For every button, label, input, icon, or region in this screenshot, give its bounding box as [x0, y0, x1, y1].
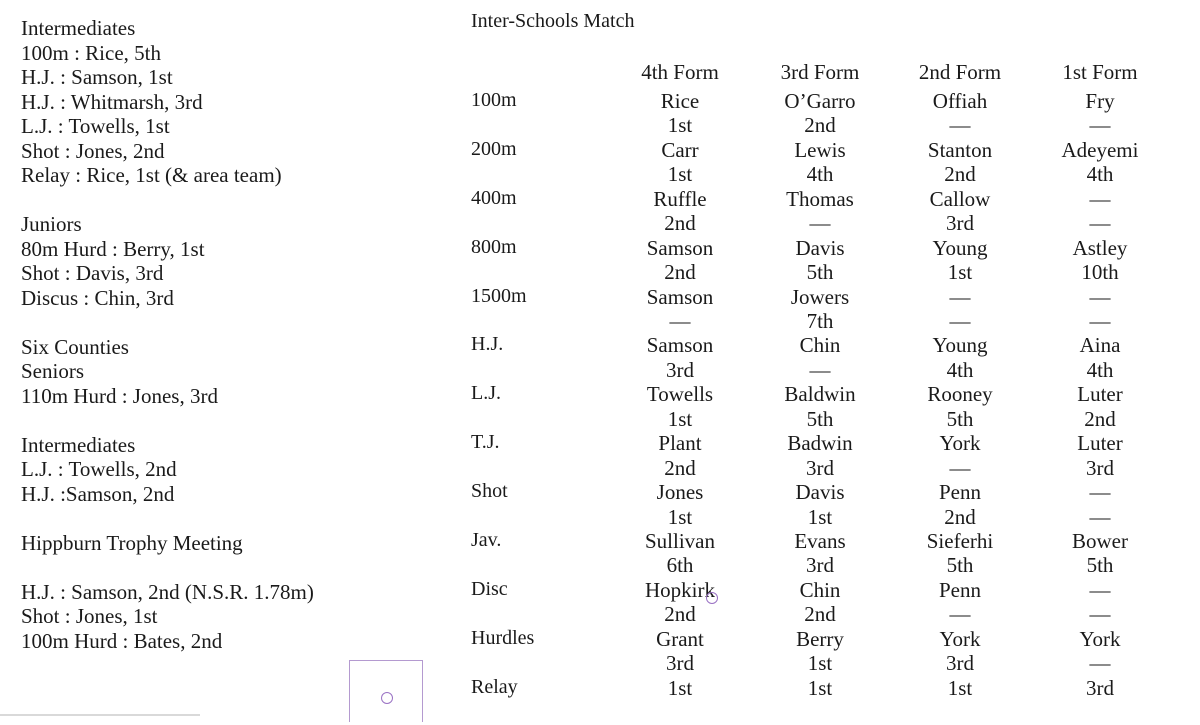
athlete-name: Offiah	[932, 89, 988, 113]
event-name: Disc	[471, 577, 508, 600]
athlete-name: 1st	[807, 675, 833, 700]
event-name: 200m	[471, 137, 517, 160]
placing: —	[1089, 308, 1111, 333]
placing: 3rd	[666, 651, 694, 676]
result-line: Discus : Chin, 3rd	[21, 285, 174, 310]
placing: —	[949, 113, 971, 138]
event-name: Relay	[471, 675, 518, 698]
placing: —	[809, 357, 831, 382]
match-results-table	[0, 89, 1200, 725]
placing: —	[949, 602, 971, 627]
athlete-name: Stanton	[927, 137, 993, 162]
result-cell-1st-form	[1030, 529, 1170, 578]
placing: 1st	[667, 504, 693, 529]
result-cell-2nd-form	[890, 138, 1030, 187]
event-row	[0, 89, 1200, 138]
athlete-name: Sieferhi	[926, 529, 994, 554]
result-line: 100m : Rice, 5th	[21, 40, 161, 65]
placing: 3rd	[946, 211, 974, 236]
athlete-name: Rice	[660, 89, 700, 113]
event-row	[0, 627, 1200, 676]
result-line: L.J. : Towells, 1st	[21, 114, 170, 138]
result-cell-3rd-form	[750, 236, 890, 285]
athlete-name: Samson	[646, 235, 714, 260]
scan-smudge	[0, 714, 200, 716]
result-cell-2nd-form	[890, 89, 1030, 138]
result-line: H.J. : Samson, 1st	[21, 65, 173, 89]
result-cell-2nd-form	[890, 529, 1030, 578]
placing: 2nd	[1084, 406, 1116, 431]
athlete-name: Carr	[661, 137, 699, 162]
placing: 1st	[807, 504, 833, 529]
athlete-name: Jones	[656, 480, 704, 505]
result-line: 110m Hurd : Jones, 3rd	[21, 383, 218, 408]
athlete-name: O’Garro	[784, 89, 856, 113]
match-title: Inter-Schools Match	[471, 10, 635, 32]
placing: —	[809, 211, 831, 236]
athlete-name: Bower	[1072, 529, 1128, 554]
athlete-name: Aina	[1079, 333, 1121, 358]
result-line: 100m Hurd : Bates, 2nd	[21, 628, 223, 653]
athlete-name: York	[939, 431, 981, 456]
athlete-name: Luter	[1077, 431, 1123, 456]
result-cell-1st-form	[1030, 187, 1170, 236]
result-cell-1st-form	[1030, 285, 1170, 334]
placing: 7th	[806, 308, 834, 333]
athlete-name: Samson	[646, 333, 714, 358]
result-cell-1st-form	[1030, 382, 1170, 431]
athlete-name: Penn	[939, 577, 981, 602]
athlete-name: Towells	[646, 382, 714, 407]
result-cell-4th-form	[610, 529, 750, 578]
scan-mark-box	[349, 660, 423, 722]
athlete-name: Badwin	[787, 431, 853, 456]
placing: 10th	[1081, 260, 1119, 285]
athlete-name: Plant	[658, 431, 702, 456]
placing: 2nd	[664, 211, 696, 236]
result-cell-4th-form	[610, 480, 750, 529]
placing: 5th	[806, 260, 834, 285]
athlete-name: Chin	[799, 577, 841, 602]
athlete-name: 3rd	[1086, 675, 1114, 700]
result-cell-4th-form	[610, 89, 750, 138]
section-heading: Intermediates	[21, 16, 136, 40]
athlete-name: Chin	[799, 333, 841, 358]
result-cell-4th-form	[610, 138, 750, 187]
placing: 1st	[807, 651, 833, 676]
result-line: H.J. :Samson, 2nd	[21, 481, 175, 506]
placing: 3rd	[1086, 455, 1114, 480]
athlete-name: —	[1089, 480, 1111, 505]
athlete-name: Young	[932, 235, 988, 260]
result-cell-4th-form	[610, 333, 750, 382]
athlete-name: York	[939, 626, 981, 651]
placing: 2nd	[944, 162, 976, 187]
event-row	[0, 382, 1200, 431]
athlete-name: Thomas	[786, 186, 854, 211]
placing: 4th	[946, 357, 974, 382]
athlete-name: Callow	[929, 186, 991, 211]
event-name: Hurdles	[471, 626, 535, 649]
result-line: H.J. : Samson, 2nd (N.S.R. 1.78m)	[21, 579, 314, 604]
placing: 5th	[806, 406, 834, 431]
athlete-name: Davis	[795, 235, 845, 260]
result-cell-3rd-form	[750, 187, 890, 236]
athlete-name: 1st	[947, 675, 973, 700]
placing: 3rd	[806, 553, 834, 578]
section-subheading: Seniors	[21, 359, 84, 383]
result-cell-2nd-form	[890, 676, 1030, 700]
event-name: 1500m	[471, 284, 527, 307]
placing: 6th	[666, 553, 694, 578]
event-row	[0, 236, 1200, 285]
event-row	[0, 187, 1200, 236]
placing: —	[1089, 113, 1111, 138]
result-line: L.J. : Towells, 2nd	[21, 457, 177, 481]
placing: 4th	[806, 162, 834, 187]
result-cell-4th-form	[610, 382, 750, 431]
section-heading: Juniors	[21, 212, 82, 236]
athlete-name: Luter	[1077, 382, 1123, 407]
placing: —	[1089, 504, 1111, 529]
placing: 2nd	[664, 260, 696, 285]
result-cell-2nd-form	[890, 187, 1030, 236]
placing: —	[1089, 602, 1111, 627]
result-line: 80m Hurd : Berry, 1st	[21, 236, 205, 261]
athlete-name: —	[1089, 284, 1111, 309]
placing: —	[949, 455, 971, 480]
athlete-name: 1st	[667, 675, 693, 700]
placing: 2nd	[944, 504, 976, 529]
result-cell-4th-form	[610, 187, 750, 236]
result-line: Shot : Davis, 3rd	[21, 261, 164, 285]
athlete-name: Davis	[795, 480, 845, 505]
placing: 1st	[667, 113, 693, 138]
result-line: Shot : Jones, 1st	[21, 604, 158, 628]
placing: 1st	[667, 406, 693, 431]
result-cell-1st-form	[1030, 480, 1170, 529]
section-heading: Intermediates	[21, 432, 136, 457]
event-row	[0, 578, 1200, 627]
result-cell-2nd-form	[890, 382, 1030, 431]
athlete-name: —	[949, 284, 971, 309]
result-cell-3rd-form	[750, 285, 890, 334]
event-row	[0, 431, 1200, 480]
placing: 2nd	[664, 602, 696, 627]
result-cell-2nd-form	[890, 578, 1030, 627]
scan-mark-circle	[706, 592, 718, 604]
column-header-2nd-form: 2nd Form	[918, 60, 1002, 84]
section-heading: Hippburn Trophy Meeting	[21, 530, 243, 555]
result-cell-1st-form	[1030, 431, 1170, 480]
athlete-name: —	[1089, 577, 1111, 602]
athlete-name: York	[1079, 626, 1121, 651]
result-line: Shot : Jones, 2nd	[21, 138, 165, 163]
event-name: Shot	[471, 480, 508, 503]
athlete-name: Young	[932, 333, 988, 358]
result-line: Relay : Rice, 1st (& area team)	[21, 163, 282, 187]
result-cell-3rd-form	[750, 382, 890, 431]
result-cell-4th-form	[610, 431, 750, 480]
form-column-headers	[0, 60, 1200, 86]
athlete-name: Lewis	[794, 137, 846, 162]
result-cell-1st-form	[1030, 676, 1170, 700]
result-cell-1st-form	[1030, 236, 1170, 285]
column-header-4th-form: 4th Form	[641, 60, 719, 84]
result-cell-3rd-form	[750, 578, 890, 627]
placing: 3rd	[806, 455, 834, 480]
event-name: 400m	[471, 186, 517, 209]
result-cell-3rd-form	[750, 89, 890, 138]
placing: 3rd	[666, 357, 694, 382]
athlete-name: Fry	[1085, 89, 1115, 113]
result-cell-1st-form	[1030, 138, 1170, 187]
placing: —	[1089, 651, 1111, 676]
result-line: H.J. : Whitmarsh, 3rd	[21, 89, 203, 114]
result-cell-4th-form	[610, 285, 750, 334]
result-cell-4th-form	[610, 236, 750, 285]
placing: 4th	[1086, 357, 1114, 382]
result-cell-1st-form	[1030, 89, 1170, 138]
athlete-name: Sullivan	[644, 529, 715, 554]
result-cell-2nd-form	[890, 236, 1030, 285]
placing: 3rd	[946, 651, 974, 676]
result-cell-3rd-form	[750, 138, 890, 187]
athlete-name: Ruffle	[653, 186, 707, 211]
placing: —	[1089, 211, 1111, 236]
athlete-name: Grant	[656, 626, 704, 651]
placing: 5th	[946, 406, 974, 431]
athlete-name: Baldwin	[784, 382, 856, 407]
event-row	[0, 333, 1200, 382]
result-cell-2nd-form	[890, 285, 1030, 334]
athlete-name: Samson	[646, 284, 714, 309]
athlete-name: —	[1089, 186, 1111, 211]
placing: 2nd	[804, 602, 836, 627]
athlete-name: Rooney	[927, 382, 993, 407]
result-cell-1st-form	[1030, 578, 1170, 627]
result-cell-3rd-form	[750, 431, 890, 480]
event-row	[0, 138, 1200, 187]
event-row	[0, 285, 1200, 334]
event-name: Jav.	[471, 529, 502, 552]
event-name: 800m	[471, 235, 517, 258]
placing: 2nd	[804, 113, 836, 138]
result-cell-2nd-form	[890, 627, 1030, 676]
column-header-3rd-form: 3rd Form	[780, 60, 860, 84]
event-row	[0, 480, 1200, 529]
athlete-name: Astley	[1072, 235, 1128, 260]
column-header-1st-form: 1st Form	[1062, 60, 1138, 84]
event-row	[0, 676, 1200, 725]
result-cell-4th-form	[610, 627, 750, 676]
event-name: T.J.	[471, 431, 500, 454]
athlete-name: Jowers	[790, 284, 850, 309]
result-cell-2nd-form	[890, 431, 1030, 480]
event-name: L.J.	[471, 382, 501, 405]
athlete-name: Adeyemi	[1061, 137, 1139, 162]
placing: 4th	[1086, 162, 1114, 187]
event-name: 100m	[471, 89, 517, 111]
result-cell-2nd-form	[890, 333, 1030, 382]
result-cell-3rd-form	[750, 627, 890, 676]
athlete-name: Hopkirk	[645, 577, 715, 602]
placing: 5th	[1086, 553, 1114, 578]
section-heading: Six Counties	[21, 334, 129, 359]
result-cell-3rd-form	[750, 529, 890, 578]
event-row	[0, 529, 1200, 578]
result-cell-1st-form	[1030, 627, 1170, 676]
result-cell-3rd-form	[750, 480, 890, 529]
placing: —	[669, 308, 691, 333]
placing: 5th	[946, 553, 974, 578]
placing: —	[949, 308, 971, 333]
result-cell-2nd-form	[890, 480, 1030, 529]
result-cell-4th-form	[610, 676, 750, 700]
placing: 2nd	[664, 455, 696, 480]
result-cell-4th-form	[610, 578, 750, 627]
result-cell-3rd-form	[750, 676, 890, 700]
athlete-name: Evans	[794, 529, 846, 554]
result-cell-1st-form	[1030, 333, 1170, 382]
athlete-name: Penn	[939, 480, 981, 505]
athlete-name: Berry	[796, 626, 844, 651]
result-cell-3rd-form	[750, 333, 890, 382]
scan-mark-circle	[381, 692, 393, 704]
placing: 1st	[947, 260, 973, 285]
placing: 1st	[667, 162, 693, 187]
event-name: H.J.	[471, 333, 504, 356]
